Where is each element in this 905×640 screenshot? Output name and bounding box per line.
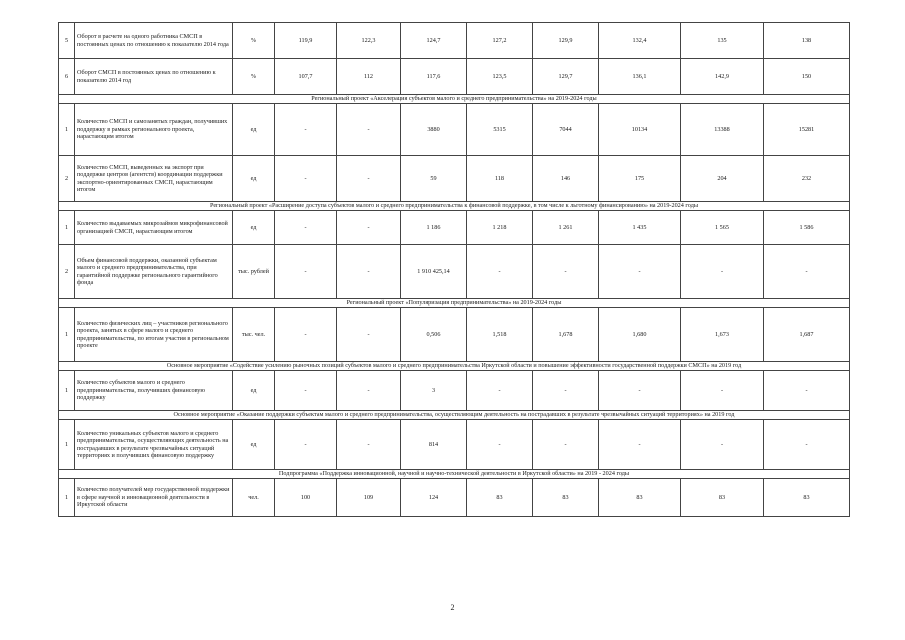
value-cell: 59 [401,156,467,202]
indicator-name: Количество выдаваемых микрозаймов микрофинансовой организацией СМСП, нарастающим итогом [75,211,233,245]
value-cell: 142,9 [681,59,764,95]
value-cell: 5315 [467,104,533,156]
section-header [59,95,850,104]
section-title: Основное мероприятие «Содействие усилению рыночных позиций субъектов малого и среднего предпринимательства Иркутской области и повышение эффективности государственной поддержки СМСП» на 2019 год [59,362,850,371]
value-cell: - [533,371,599,411]
indicator-name: Количество физических лиц – участников регионального проекта, занятых в сфере малого и среднего предпринимательства, по итогам участия в региональном проекте [75,308,233,362]
indicator-name: Количество СМСП, выведенных на экспорт при поддержке центров (агентств) координации поддержки экспортно-ориентированных СМСП, нарастающим итогом [75,156,233,202]
value-cell: 123,5 [467,59,533,95]
table-row [59,211,850,245]
value-cell: - [467,420,533,470]
value-cell: 129,9 [533,23,599,59]
unit-cell: ед [233,211,275,245]
section-title: Региональный проект «Популяризация предпринимательства» на 2019-2024 годы [59,299,850,308]
value-cell: 1 435 [599,211,681,245]
table-row [59,59,850,95]
value-cell: 138 [764,23,850,59]
indicator-name: Количество уникальных субъектов малого и среднего предпринимательства, осуществляющих деятельность на пострадавших в результате чрезвычайных ситуаций территориях и получивших финансовую поддержку [75,420,233,470]
value-cell: 135 [681,23,764,59]
value-cell: - [533,245,599,299]
section-header [59,299,850,308]
table-row [59,23,850,59]
value-cell: - [275,104,337,156]
unit-cell: % [233,59,275,95]
value-cell: 1,678 [533,308,599,362]
value-cell: - [337,308,401,362]
value-cell: 112 [337,59,401,95]
value-cell: 1,518 [467,308,533,362]
value-cell: 232 [764,156,850,202]
unit-cell: ед [233,104,275,156]
value-cell: - [275,371,337,411]
value-cell: 119,9 [275,23,337,59]
value-cell: 3880 [401,104,467,156]
unit-cell: тыс. чел. [233,308,275,362]
indicator-name: Количество получателей мер государственной поддержки в сфере научной и инновационной деятельности в Иркутской области [75,479,233,517]
value-cell: 1 261 [533,211,599,245]
value-cell: 1 565 [681,211,764,245]
value-cell: - [275,420,337,470]
row-number: 1 [59,371,75,411]
row-number: 1 [59,211,75,245]
section-header [59,362,850,371]
table-row [59,245,850,299]
row-number: 1 [59,479,75,517]
value-cell: 175 [599,156,681,202]
section-header [59,202,850,211]
table-row [59,479,850,517]
row-number: 1 [59,308,75,362]
value-cell: - [275,308,337,362]
value-cell: 109 [337,479,401,517]
value-cell: - [337,371,401,411]
unit-cell: ед [233,156,275,202]
indicator-name: Оборот в расчете на одного работника СМСП в постоянных ценах по отношению к показателю 2014 года [75,23,233,59]
value-cell: - [275,211,337,245]
row-number: 1 [59,420,75,470]
unit-cell: ед [233,371,275,411]
value-cell: - [599,420,681,470]
value-cell: 83 [764,479,850,517]
value-cell: - [467,245,533,299]
value-cell: 13388 [681,104,764,156]
value-cell: 117,6 [401,59,467,95]
table-row [59,308,850,362]
value-cell: 124,7 [401,23,467,59]
value-cell: 15281 [764,104,850,156]
indicator-name: Объем финансовой поддержки, оказанной субъектам малого и среднего предпринимательства, при гарантийной поддержке регионального гарантийного фонда [75,245,233,299]
value-cell: 0,506 [401,308,467,362]
table-row [59,420,850,470]
value-cell: - [337,104,401,156]
unit-cell: % [233,23,275,59]
value-cell: 100 [275,479,337,517]
value-cell: 1,673 [681,308,764,362]
value-cell: 127,2 [467,23,533,59]
value-cell: 107,7 [275,59,337,95]
value-cell: 122,3 [337,23,401,59]
section-title: Региональный проект «Расширение доступа субъектов малого и среднего предпринимательства к финансовой поддержке, в том числе к льготному финансированию» на 2019-2024 годы [59,202,850,211]
value-cell: 146 [533,156,599,202]
indicator-name: Количество субъектов малого и среднего предпринимательства, получивших финансовую поддержку [75,371,233,411]
value-cell: 83 [533,479,599,517]
section-title: Региональный проект «Акселерация субъектов малого и среднего предпринимательства» на 2019-2024 годы [59,95,850,104]
value-cell: 1,687 [764,308,850,362]
value-cell: - [599,371,681,411]
value-cell: - [681,371,764,411]
unit-cell: тыс. рублей [233,245,275,299]
row-number: 2 [59,156,75,202]
value-cell: 3 [401,371,467,411]
value-cell: - [337,211,401,245]
value-cell: - [337,420,401,470]
value-cell: 1,680 [599,308,681,362]
value-cell: 118 [467,156,533,202]
value-cell: 129,7 [533,59,599,95]
row-number: 1 [59,104,75,156]
value-cell: - [764,420,850,470]
value-cell: 1 218 [467,211,533,245]
indicator-name: Количество СМСП и самозанятых граждан, получивших поддержку в рамках регионального проекта, нарастающим итогом [75,104,233,156]
indicators-table [58,22,850,517]
row-number: 2 [59,245,75,299]
value-cell: 83 [467,479,533,517]
value-cell: - [599,245,681,299]
value-cell: - [764,245,850,299]
page-number: 2 [450,603,455,612]
value-cell: - [764,371,850,411]
value-cell: 124 [401,479,467,517]
value-cell: 132,4 [599,23,681,59]
value-cell: 814 [401,420,467,470]
value-cell: 7044 [533,104,599,156]
value-cell: - [533,420,599,470]
table-row [59,104,850,156]
value-cell: - [275,156,337,202]
section-header [59,411,850,420]
value-cell: - [337,245,401,299]
table-row [59,156,850,202]
value-cell: 1 586 [764,211,850,245]
value-cell: - [467,371,533,411]
value-cell: 10134 [599,104,681,156]
section-title: Подпрограмма «Поддержка инновационной, научной и научно-технической деятельности в Иркутской области» на 2019 - 2024 годы [59,470,850,479]
value-cell: 136,1 [599,59,681,95]
row-number: 6 [59,59,75,95]
value-cell: 150 [764,59,850,95]
value-cell: 1 910 425,14 [401,245,467,299]
value-cell: - [275,245,337,299]
value-cell: 1 186 [401,211,467,245]
value-cell: 83 [599,479,681,517]
section-header [59,470,850,479]
value-cell: - [681,420,764,470]
value-cell: 204 [681,156,764,202]
value-cell: - [681,245,764,299]
value-cell: 83 [681,479,764,517]
row-number: 5 [59,23,75,59]
value-cell: - [337,156,401,202]
table-row [59,371,850,411]
unit-cell: ед [233,420,275,470]
indicator-name: Оборот СМСП в постоянных ценах по отношению к показателю 2014 год [75,59,233,95]
unit-cell: чел. [233,479,275,517]
section-title: Основное мероприятие «Оказание поддержки субъектам малого и среднего предпринимательства, осуществляющим деятельность на пострадавших в результате чрезвычайных ситуаций территориях» на 2019 год [59,411,850,420]
